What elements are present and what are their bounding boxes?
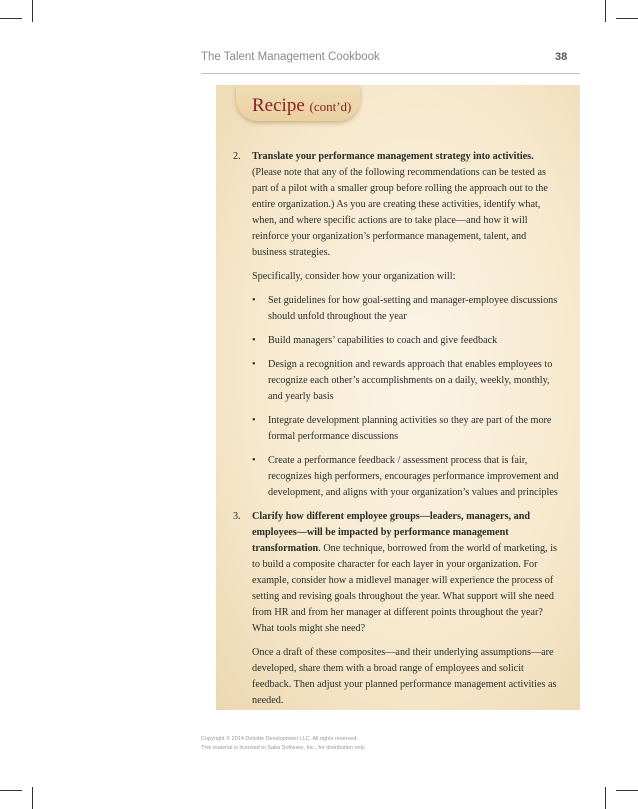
step-paragraph [252,509,563,637]
step-intro: Specifically, consider how your organization will: [252,271,456,282]
document-title: The Talent Management Cookbook [201,51,380,63]
page-number: 38 [555,51,568,63]
crop-mark [32,787,33,809]
crop-mark [0,790,22,791]
list-item-text: Build managers’ capabilities to coach and give feedback [268,335,498,346]
bullet-icon: • [252,455,256,466]
bullet-list [252,293,563,501]
crop-mark [32,0,33,22]
recipe-title [252,95,351,117]
bullet-icon: • [252,359,256,370]
step-heading: Clarify how different employee groups—leaders, managers, and employees—will be impacted by performance management transformation [252,511,531,554]
step-3 [233,509,563,709]
list-item-text: Design a recognition and rewards approach that enables employees to recognize each other’s accomplishments on a daily, weekly, monthly, and yearly basis [268,359,553,402]
step-number: 3. [233,511,241,522]
step-2 [233,149,563,501]
list-item-text: Integrate development planning activities so they are part of the more formal performance discussions [268,415,552,442]
recipe-content [233,149,563,717]
list-item [252,357,563,405]
copyright-line: Copyright © 2014 Deloitte Development LLC. All rights reserved. [201,736,358,742]
list-item-text: Set guidelines for how goal-setting and manager-employee discussions should unfold throughout the year [268,295,558,322]
step-heading: Translate your performance management strategy into activities. [252,151,534,162]
step-number: 2. [233,151,241,162]
bullet-icon: • [252,415,256,426]
crop-mark [0,18,22,19]
recipe-title-text: Recipe [252,95,305,116]
crop-mark [616,790,638,791]
list-item [252,333,563,349]
recipe-subtitle: (cont’d) [309,99,352,114]
header-divider [201,73,580,74]
bullet-icon: • [252,295,256,306]
step-lead: . One technique, borrowed from the world of marketing, is to build a composite character for each layer in your organization. For example, consider how a midlevel manager will experience the process of setting and revising goals throughout the year. What support will she need from HR and from her manager at different points throughout the year? What tools might she need? [252,543,557,634]
crop-mark [605,787,606,809]
crop-mark [605,0,606,22]
step-closing: Once a draft of these composites—and their underlying assumptions—are developed, share them with a broad range of employees and solicit feedback. Then adjust your planned performance management activities as needed. [252,647,557,706]
bullet-icon: • [252,335,256,346]
list-item-text: Create a performance feedback / assessment process that is fair, recognizes high performers, encourages performance improvement and development, and aligns with your organization’s values and principles [268,455,559,498]
list-item [252,453,563,501]
step-lead: (Please note that any of the following recommendations can be tested as part of a pilot with a smaller group before rolling the approach out to the entire organization.) As you are creating these activities, identify what, when, and where specific actions are to take place—and how it will reinforce your organization’s performance management, talent, and business strategies. [252,167,548,258]
crop-mark [616,18,638,19]
list-item [252,293,563,325]
license-line: This material is licensed to Saba Software, Inc., for distribution only. [201,745,366,751]
copyright-footer [201,735,366,753]
list-item [252,413,563,445]
step-paragraph [252,149,563,261]
